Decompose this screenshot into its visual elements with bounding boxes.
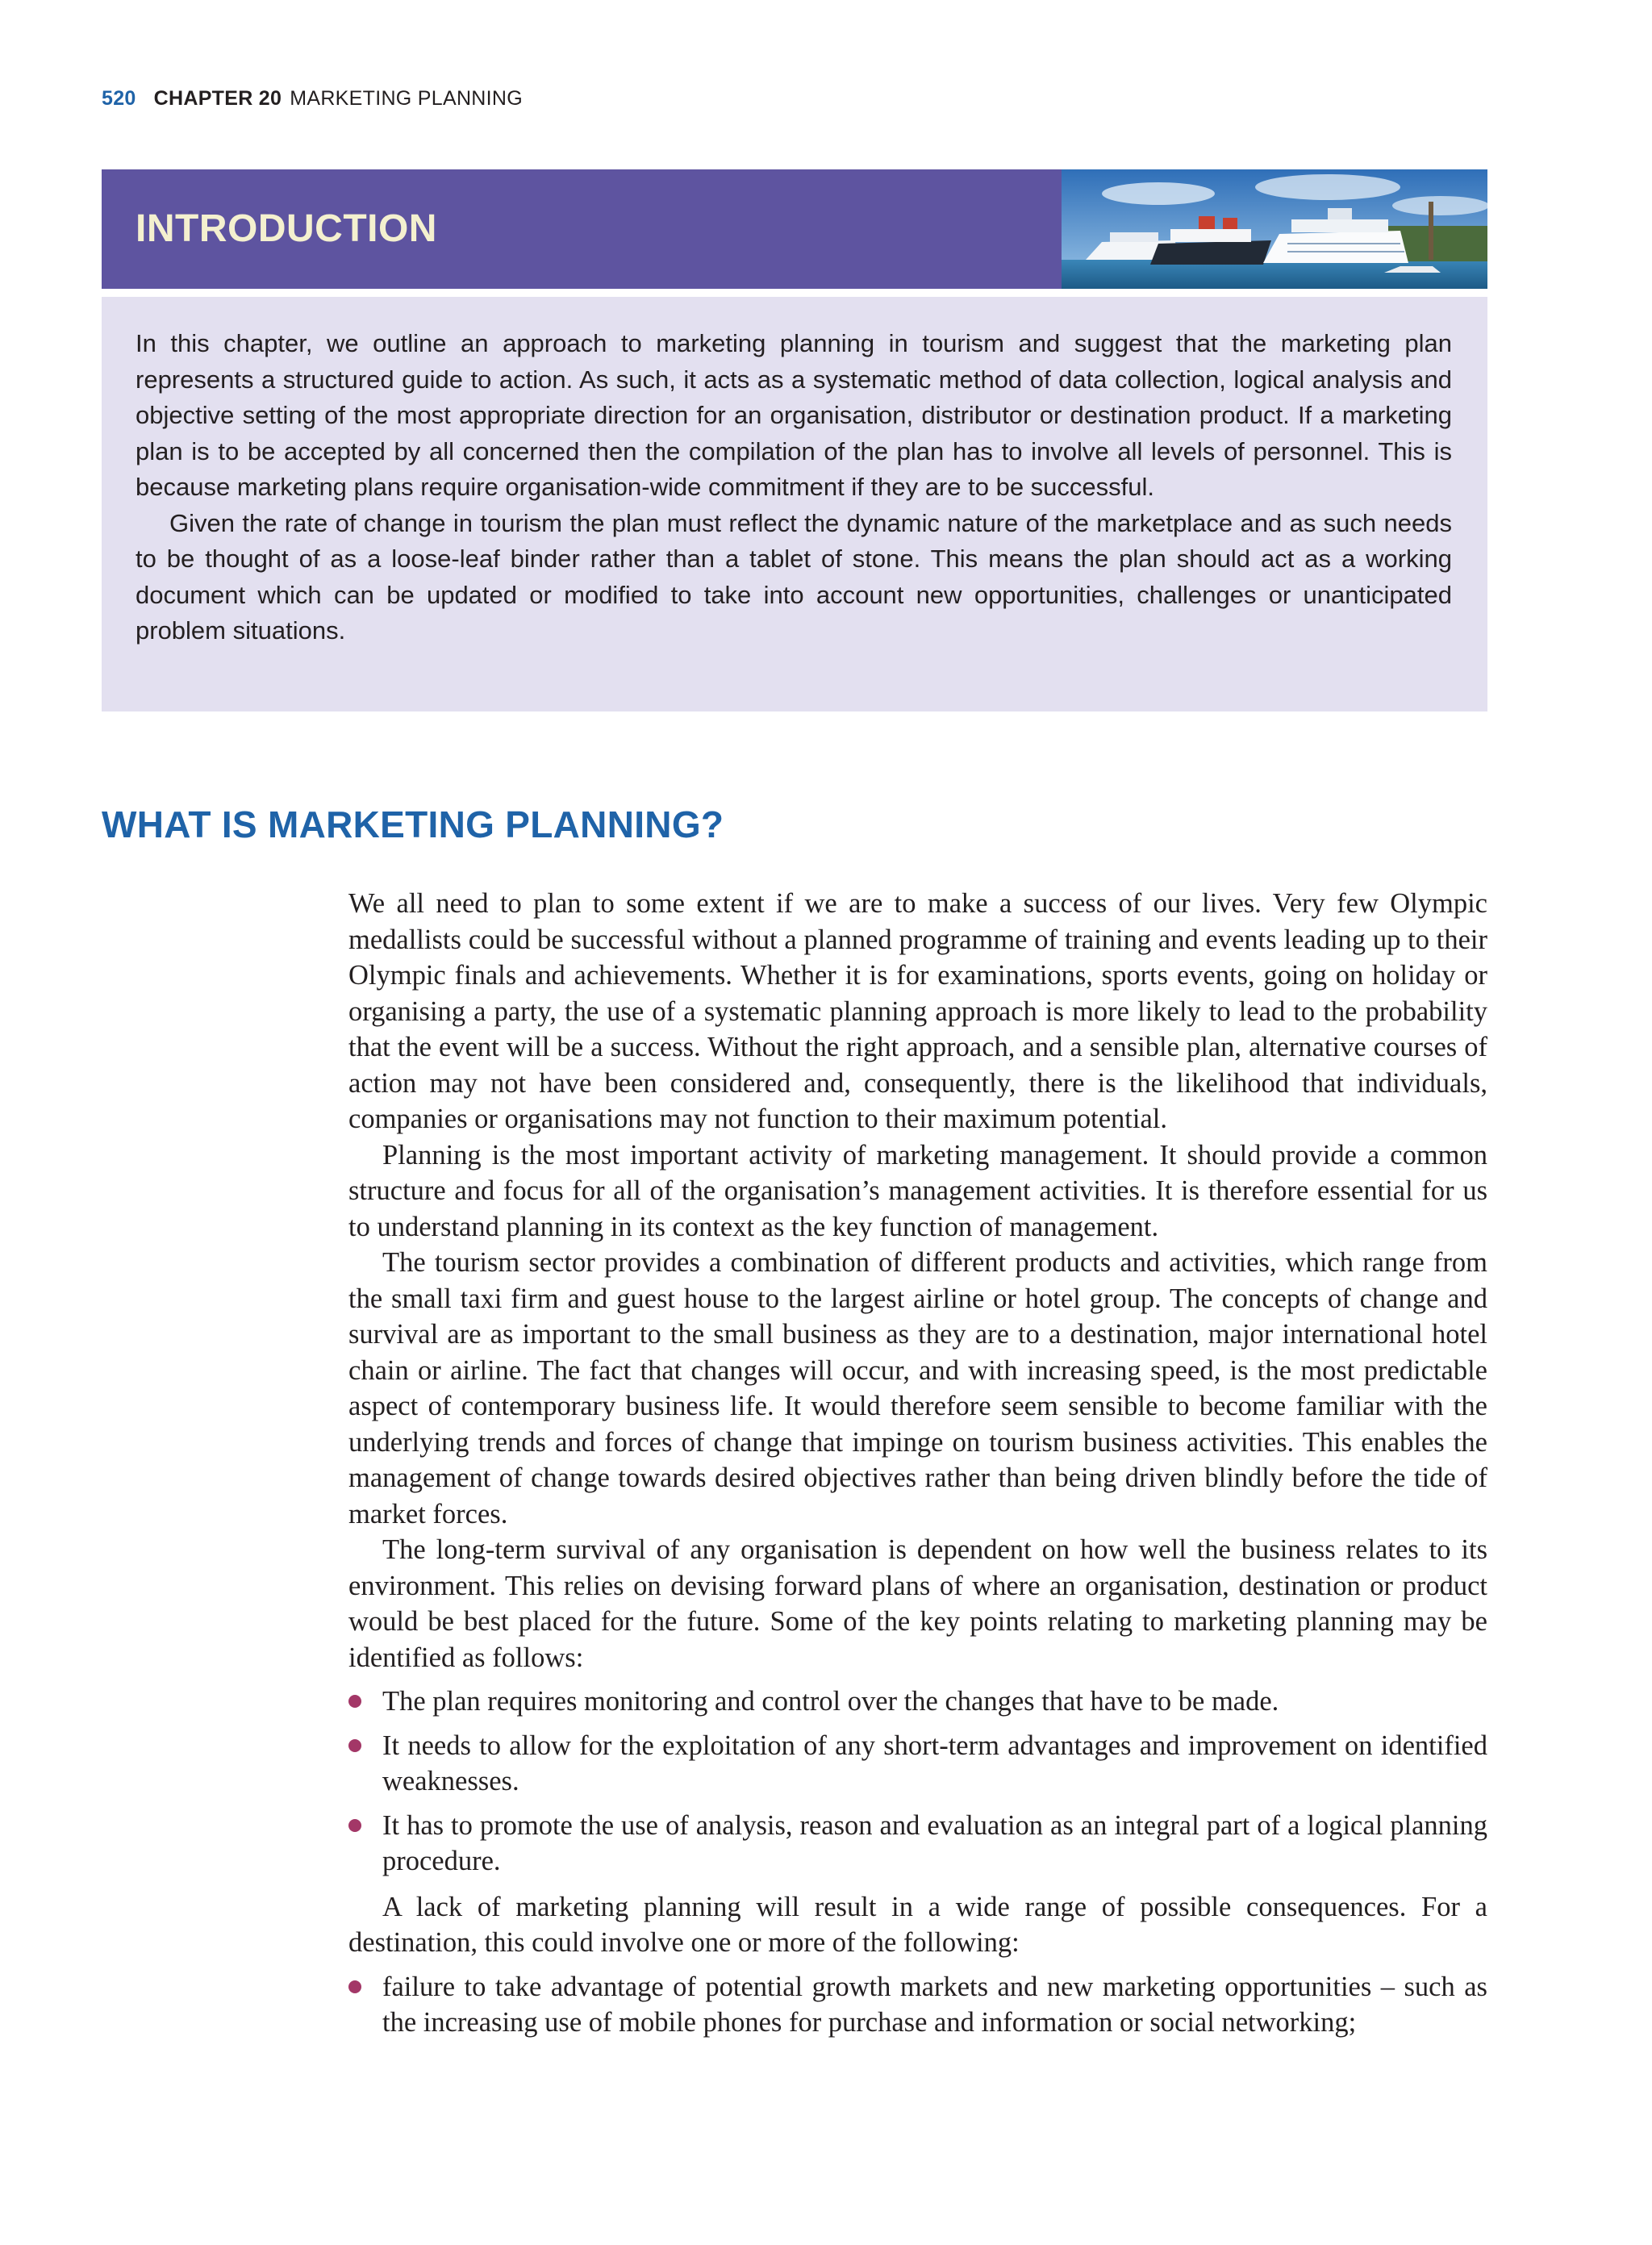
intro-paragraph: Given the rate of change in tourism the plan must reflect the dynamic nature of the marketplace and as such needs to be thought of as a loose-leaf binder rather than a tablet of stone. This means the plan should act as a working document which can be updated or modified to take into account new opportunities, challenges or unanticipated problem situations. [136, 508, 1452, 645]
bullet-icon [348, 1695, 361, 1708]
introduction-title: INTRODUCTION [136, 207, 437, 250]
introduction-box [102, 297, 1487, 711]
running-head [102, 87, 523, 111]
body-paragraph: The tourism sector provides a combination of different products and activities, which range from the small taxi firm and guest house to the largest airline or hotel group. The concepts of change and survival are as important to the small business as they are to a destination, major international hotel chain or airline. The fact that changes will occur, and with increasing speed, is the most predictable aspect of contemporary business life. It would therefore seem sensible to become familiar with the underlying trends and forces of change that impinge on tourism business activities. This enables the management of change towards desired objectives rather than being driven blindly before the tide of market forces. [348, 1247, 1487, 1529]
chapter-label: CHAPTER 20 [153, 87, 282, 110]
consequences-list [348, 1969, 1487, 2041]
introduction-banner [102, 169, 1062, 289]
list-item: The plan requires monitoring and control over the changes that have to be made. [348, 1684, 1487, 1720]
body-paragraph: A lack of marketing planning will result in a wide range of possible consequences. For a destination, this could involve one or more of the following: [348, 1891, 1487, 1958]
body-paragraph: Planning is the most important activity of marketing management. It should provide a common structure and focus for all of the organisation’s management activities. It is therefore essential for us to understand planning in its context as the key function of management. [348, 1139, 1487, 1242]
intro-paragraph: In this chapter, we outline an approach to marketing planning in tourism and suggest that the marketing plan represents a structured guide to action. As such, it acts as a systematic method of data collection, logical analysis and objective setting of the most appropriate direction for an organisation, distributor or destination product. If a marketing plan is to be accepted by all concerned then the compilation of the plan has to involve all levels of personnel. This is because marketing plans require organisation-wide commitment if they are to be successful. [136, 329, 1452, 501]
bullet-icon [348, 1819, 361, 1832]
bullet-icon [348, 1980, 361, 1993]
list-item: It needs to allow for the exploitation of any short-term advantages and improvement on identified weaknesses. [348, 1728, 1487, 1800]
body-paragraph: We all need to plan to some extent if we are to make a success of our lives. Very few Olympic medallists could be successful without a planned programme of training and events leading up to their Olympic finals and achievements. Whether it is for examinations, sports events, going on holiday or organising a party, the use of a systematic planning approach is more likely to lead to the probability that the event will be a success. Without the right approach, and a sensible plan, alternative courses of action may not have been considered and, consequently, there is the likelihood that individuals, companies or organisations may not function to their maximum potential. [348, 888, 1487, 1134]
body-paragraph: The long-term survival of any organisation is dependent on how well the business relates to its environment. This relies on devising forward plans of where an organisation, destination or product would be best placed for the future. Some of the key points relating to marketing planning may be identified as follows: [348, 1534, 1487, 1673]
section-body [348, 886, 1487, 2051]
page-number: 520 [102, 87, 136, 110]
introduction-text [136, 326, 1452, 649]
cruise-ships-photo [1062, 169, 1487, 289]
chapter-title: MARKETING PLANNING [290, 87, 523, 110]
section-heading: WHAT IS MARKETING PLANNING? [102, 803, 724, 845]
key-points-list [348, 1684, 1487, 1880]
list-item: failure to take advantage of potential growth markets and new marketing opportunities – such as the increasing use of mobile phones for purchase and information or social networking; [348, 1969, 1487, 2041]
list-item: It has to promote the use of analysis, reason and evaluation as an integral part of a logical planning procedure. [348, 1808, 1487, 1880]
bullet-icon [348, 1739, 361, 1752]
cruise-ships-illustration [1062, 169, 1487, 289]
